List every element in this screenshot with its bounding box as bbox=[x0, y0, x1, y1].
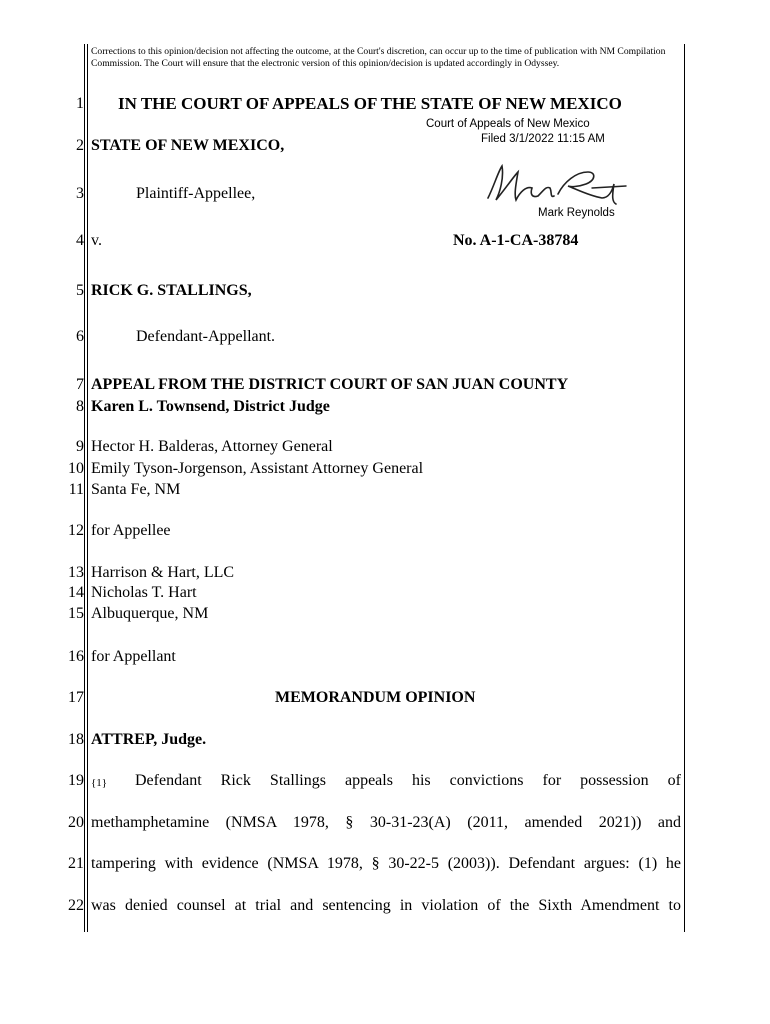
line-number: 10 bbox=[68, 460, 84, 477]
line-number: 4 bbox=[76, 232, 84, 249]
for-appellee: for Appellee bbox=[91, 522, 171, 539]
line-number: 15 bbox=[68, 605, 84, 622]
case-number: No. A-1-CA-38784 bbox=[453, 232, 579, 249]
line-number: 7 bbox=[76, 376, 84, 393]
plaintiff-role: Plaintiff-Appellee, bbox=[136, 185, 256, 202]
opinion-author: ATTREP, Judge. bbox=[91, 731, 207, 748]
signature-image bbox=[480, 158, 630, 210]
line-number: 14 bbox=[68, 584, 84, 601]
appeal-from: APPEAL FROM THE DISTRICT COURT OF SAN JUAN COUNTY bbox=[91, 376, 569, 393]
court-title: IN THE COURT OF APPEALS OF THE STATE OF NEW MEXICO bbox=[118, 94, 622, 113]
line-number: 3 bbox=[76, 185, 84, 202]
opinion-line: was denied counsel at trial and sentencing in violation of the Sixth Amendment to bbox=[91, 897, 681, 914]
line-number: 12 bbox=[68, 522, 84, 539]
line-number: 5 bbox=[76, 282, 84, 299]
line-number: 19 bbox=[68, 772, 84, 789]
appellee-counsel-line: Hector H. Balderas, Attorney General bbox=[91, 438, 333, 455]
for-appellant: for Appellant bbox=[91, 648, 176, 665]
appellee-counsel-line: Emily Tyson-Jorgenson, Assistant Attorney General bbox=[91, 460, 424, 477]
district-judge: Karen L. Townsend, District Judge bbox=[91, 398, 330, 415]
opinion-line: methamphetamine (NMSA 1978, § 30-31-23(A) (2011, amended 2021)) and bbox=[91, 814, 681, 831]
line-number: 2 bbox=[76, 137, 84, 154]
plaintiff-name: STATE OF NEW MEXICO, bbox=[91, 137, 285, 154]
defendant-role: Defendant-Appellant. bbox=[136, 328, 276, 345]
appellant-counsel-line: Albuquerque, NM bbox=[91, 605, 209, 622]
opinion-heading: MEMORANDUM OPINION bbox=[275, 689, 476, 706]
line-number: 21 bbox=[68, 855, 84, 872]
appellee-counsel-line: Santa Fe, NM bbox=[91, 481, 181, 498]
corrections-notice: Corrections to this opinion/decision not affecting the outcome, at the Court's discretion, can occur up to the time of publication with NM Compilation Commission. The Court will ensure that the electronic version of this opinion/decision is updated accordingly in Odyssey. bbox=[91, 46, 666, 69]
stamp-signer: Mark Reynolds bbox=[538, 207, 615, 219]
line-number: 11 bbox=[68, 481, 84, 498]
opinion-line: Defendant Rick Stallings appeals his convictions for possession of bbox=[135, 772, 681, 789]
line-number: 22 bbox=[68, 897, 84, 914]
opinion-line: tampering with evidence (NMSA 1978, § 30-22-5 (2003)). Defendant argues: (1) he bbox=[91, 855, 681, 872]
line-number: 18 bbox=[68, 731, 84, 748]
versus: v. bbox=[91, 232, 102, 249]
left-margin-rule-inner bbox=[87, 44, 88, 932]
defendant-name: RICK G. STALLINGS, bbox=[91, 282, 252, 299]
line-number: 1 bbox=[76, 95, 84, 112]
stamp-filed: Filed 3/1/2022 11:15 AM bbox=[481, 133, 605, 145]
line-number: 13 bbox=[68, 564, 84, 581]
line-number: 20 bbox=[68, 814, 84, 831]
line-number: 17 bbox=[68, 689, 84, 706]
appellant-counsel-line: Harrison & Hart, LLC bbox=[91, 564, 235, 581]
stamp-court: Court of Appeals of New Mexico bbox=[426, 118, 590, 130]
line-number: 8 bbox=[76, 398, 84, 415]
line-number: 6 bbox=[76, 328, 84, 345]
appellant-counsel-line: Nicholas T. Hart bbox=[91, 584, 197, 601]
left-margin-rule-outer bbox=[84, 44, 85, 932]
line-number: 9 bbox=[76, 438, 84, 455]
right-margin-rule bbox=[684, 44, 685, 932]
line-number: 16 bbox=[68, 648, 84, 665]
paragraph-marker: {1} bbox=[91, 777, 108, 789]
